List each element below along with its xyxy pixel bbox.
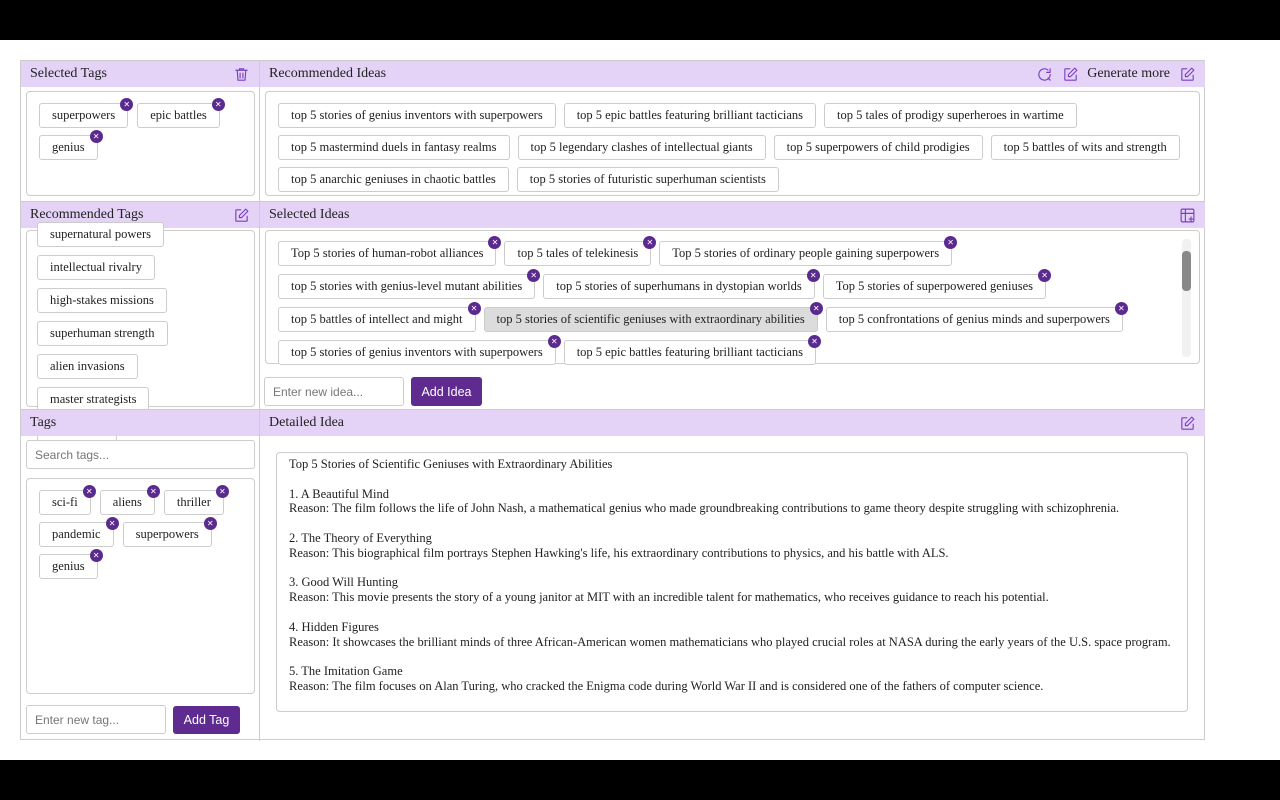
detailed-idea-edit-icon[interactable] — [1178, 414, 1196, 432]
detail-line: Reason: It showcases the brilliant minds of three African-American women mathematicians who played crucial roles at NASA during the early years of the U.S. space program. — [289, 634, 1171, 649]
paragraph-gap — [289, 649, 1175, 664]
detailed-idea-header — [260, 410, 1205, 436]
selected-tags-list — [27, 92, 254, 171]
new-tag-input[interactable]: Enter new tag... — [26, 705, 166, 734]
recommended-idea-chip-label: top 5 epic battles featuring brilliant tacticians — [576, 108, 804, 122]
selected-tags-title: Selected Tags — [30, 66, 107, 81]
paragraph-gap — [289, 561, 1175, 576]
remove-icon[interactable]: ✕ — [488, 236, 501, 249]
remove-icon[interactable]: ✕ — [810, 302, 823, 315]
recommended-idea-chip[interactable] — [824, 103, 1077, 128]
remove-icon[interactable]: ✕ — [643, 236, 656, 249]
detail-line: 1. A Beautiful Mind — [289, 486, 389, 501]
selected-idea-chip[interactable] — [484, 304, 820, 332]
recommended-tags-box[interactable] — [26, 227, 255, 407]
search-tags-input[interactable]: Search tags... — [26, 440, 255, 469]
recommended-tag-chip[interactable] — [37, 354, 138, 379]
tag-chip-label: superpowers — [135, 527, 199, 541]
recommended-tags-edit-icon[interactable] — [232, 206, 250, 224]
detail-line: Reason: This movie presents the story of a young janitor at MIT with an incredible talent for mathematics, who receives guidance to reach his potential. — [289, 590, 1049, 605]
remove-icon[interactable]: ✕ — [944, 236, 957, 249]
selected-ideas-header — [260, 202, 1205, 228]
recommended-ideas-list — [266, 92, 1199, 203]
tag-chip-label: genius — [52, 559, 85, 573]
tag-chip-label: thriller — [176, 495, 211, 509]
selected-idea-chip[interactable] — [504, 238, 654, 266]
detailed-idea-title: Detailed Idea — [269, 415, 345, 430]
selected-idea-chip[interactable] — [564, 337, 818, 365]
new-idea-input[interactable]: Enter new idea... — [264, 377, 404, 406]
trash-icon[interactable] — [232, 65, 250, 83]
selected-idea-chip-label: top 5 stories of genius inventors with superpowers — [291, 345, 543, 359]
selected-ideas-box — [265, 230, 1200, 364]
selected-idea-chip[interactable] — [543, 271, 817, 299]
recommended-ideas-header — [260, 61, 1205, 87]
selected-idea-chip-label: top 5 tales of telekinesis — [517, 246, 639, 260]
selected-idea-chip-label: Top 5 stories of superpowered geniuses — [835, 279, 1034, 293]
selected-idea-chip-label: top 5 stories of superhumans in dystopian worlds — [556, 279, 802, 293]
generate-more-button[interactable]: Generate more — [1087, 66, 1170, 81]
tag-chip-label: aliens — [112, 495, 142, 509]
tags-box — [26, 478, 255, 694]
selected-idea-chip-label: top 5 confrontations of genius minds and superpowers — [838, 312, 1110, 326]
selected-idea-chip-label: top 5 stories of scientific geniuses with extraordinary abilities — [496, 312, 805, 326]
tags-panel — [21, 409, 259, 741]
selected-idea-chip[interactable] — [278, 304, 478, 332]
remove-icon[interactable]: ✕ — [147, 485, 160, 498]
selected-idea-chip-label: top 5 battles of intellect and might — [291, 312, 463, 326]
recommended-idea-chip-label: top 5 anarchic geniuses in chaotic battles — [291, 172, 496, 186]
selected-idea-chip[interactable] — [659, 238, 954, 266]
add-tag-button[interactable]: Add Tag — [173, 706, 240, 734]
recommended-tags-title: Recommended Tags — [30, 207, 144, 222]
detailed-idea-panel — [259, 409, 1205, 741]
remove-icon[interactable]: ✕ — [216, 485, 229, 498]
remove-icon[interactable]: ✕ — [807, 269, 820, 282]
remove-icon[interactable]: ✕ — [212, 98, 225, 111]
recommended-tags-panel — [21, 201, 259, 409]
selected-idea-chip[interactable] — [278, 337, 558, 365]
recommended-idea-chip[interactable] — [278, 167, 509, 192]
selected-idea-chip-label: Top 5 stories of ordinary people gaining superpowers — [672, 246, 940, 260]
selected-idea-chip[interactable] — [278, 238, 499, 266]
detail-line: Reason: The film follows the life of John Nash, a mathematical genius who made groundbreaking contributions to game theory despite struggling with schizophrenia. — [289, 501, 1120, 516]
selected-tag-chip[interactable] — [39, 100, 131, 128]
recommended-idea-chip-label: top 5 superpowers of child prodigies — [786, 140, 970, 154]
remove-icon[interactable]: ✕ — [1115, 302, 1128, 315]
recommended-idea-chip-label: top 5 battles of wits and strength — [1003, 140, 1167, 154]
recommended-tag-chip[interactable] — [37, 222, 164, 247]
app-frame — [20, 60, 1205, 740]
remove-icon[interactable]: ✕ — [527, 269, 540, 282]
selected-idea-chip-label: Top 5 stories of human-robot alliances — [291, 246, 484, 260]
remove-icon[interactable]: ✕ — [1038, 269, 1051, 282]
paragraph-gap — [289, 516, 1175, 531]
remove-icon[interactable]: ✕ — [83, 485, 96, 498]
selected-tag-chip-label: superpowers — [52, 108, 116, 122]
scrollbar-thumb[interactable] — [1182, 251, 1191, 291]
detailed-idea-textarea[interactable] — [276, 452, 1188, 712]
detail-line: 3. Good Will Hunting — [289, 575, 398, 590]
recommended-tag-chip-label: alien invasions — [50, 359, 125, 373]
recommended-ideas-title: Recommended Ideas — [269, 66, 387, 81]
detail-line: Reason: This biographical film portrays Stephen Hawking's life, his extraordinary contributions to physics, and his battle with ALS. — [289, 545, 949, 560]
selected-ideas-title: Selected Ideas — [269, 207, 350, 222]
tag-chip[interactable] — [39, 487, 93, 515]
tags-header — [21, 410, 259, 436]
remove-icon[interactable]: ✕ — [468, 302, 481, 315]
selected-idea-chip[interactable] — [278, 271, 538, 299]
page — [0, 40, 1280, 760]
selected-tags-header — [21, 61, 259, 87]
tag-chip[interactable] — [39, 519, 116, 547]
recommended-idea-chip[interactable] — [564, 103, 816, 128]
detail-line: 5. The Imitation Game — [289, 664, 403, 679]
generate-more-edit-icon[interactable] — [1178, 65, 1196, 83]
recommended-tag-chip-label: superhuman strength — [50, 326, 155, 340]
remove-icon[interactable]: ✕ — [808, 335, 821, 348]
recommended-idea-chip-label: top 5 tales of prodigy superheroes in wartime — [837, 108, 1064, 122]
add-idea-button[interactable]: Add Idea — [411, 377, 482, 406]
selected-tags-box — [26, 91, 255, 196]
recommended-tag-chip-label: intellectual rivalry — [50, 260, 142, 274]
paragraph-gap — [289, 472, 1175, 487]
detailed-idea-text — [277, 453, 1187, 698]
remove-icon[interactable]: ✕ — [204, 517, 217, 530]
tag-chip-label: pandemic — [52, 527, 101, 541]
selected-tag-chip[interactable] — [137, 100, 222, 128]
selected-idea-chip[interactable] — [826, 304, 1125, 332]
selected-tag-chip-label: epic battles — [150, 108, 207, 122]
selected-tag-chip[interactable] — [39, 132, 100, 160]
recommended-idea-chip[interactable] — [991, 135, 1180, 160]
recommended-tag-chip-label: high-stakes missions — [50, 293, 154, 307]
detail-line: 2. The Theory of Everything — [289, 530, 432, 545]
selected-ideas-panel — [259, 201, 1205, 409]
tag-chip-label: sci-fi — [52, 495, 78, 509]
recommended-idea-chip[interactable] — [518, 135, 766, 160]
tags-title: Tags — [30, 415, 57, 430]
recommended-tag-chip[interactable] — [37, 288, 167, 313]
selected-idea-chip[interactable] — [823, 271, 1048, 299]
recommended-idea-chip-label: top 5 legendary clashes of intellectual giants — [530, 140, 753, 154]
recommended-ideas-box — [265, 91, 1200, 196]
selected-ideas-scrollbar[interactable] — [1182, 239, 1191, 357]
tag-chip[interactable] — [164, 487, 226, 515]
recommended-tag-chip-label: supernatural powers — [50, 227, 152, 241]
selected-idea-chip-label: top 5 epic battles featuring brilliant tacticians — [576, 345, 804, 359]
remove-icon[interactable]: ✕ — [548, 335, 561, 348]
remove-icon[interactable]: ✕ — [90, 130, 103, 143]
remove-icon[interactable]: ✕ — [90, 549, 103, 562]
recommended-tag-chip[interactable] — [37, 321, 168, 346]
selected-idea-chip-label: top 5 stories with genius-level mutant abilities — [291, 279, 523, 293]
tag-chip[interactable] — [123, 519, 214, 547]
recommended-tag-chip[interactable] — [37, 255, 155, 280]
selected-tag-chip-label: genius — [52, 140, 85, 154]
tags-list — [27, 479, 254, 590]
selected-ideas-list — [266, 231, 1176, 375]
recommended-idea-chip-label: top 5 stories of genius inventors with superpowers — [291, 108, 543, 122]
recommended-ideas-panel — [259, 61, 1205, 201]
detail-line: 4. Hidden Figures — [289, 619, 379, 634]
detail-line: Top 5 Stories of Scientific Geniuses with Extraordinary Abilities — [289, 457, 613, 471]
recommended-tag-chip-label: master strategists — [50, 392, 137, 406]
recommended-idea-chip[interactable] — [278, 135, 510, 160]
selected-tags-panel — [21, 61, 259, 201]
tag-chip[interactable] — [100, 487, 157, 515]
refresh-icon[interactable] — [1035, 65, 1053, 83]
recommended-idea-chip-label: top 5 stories of futuristic superhuman scientists — [529, 172, 766, 186]
recommended-idea-chip-label: top 5 mastermind duels in fantasy realms — [291, 140, 497, 154]
recommended-idea-chip[interactable] — [774, 135, 983, 160]
remove-icon[interactable]: ✕ — [120, 98, 133, 111]
recommended-idea-chip[interactable] — [278, 103, 556, 128]
edit-icon[interactable] — [1061, 65, 1079, 83]
paragraph-gap — [289, 605, 1175, 620]
table-add-icon[interactable] — [1178, 206, 1196, 224]
recommended-idea-chip[interactable] — [517, 167, 779, 192]
detail-line: Reason: The film focuses on Alan Turing, who cracked the Enigma code during World War II and is considered one of the fathers of computer science. — [289, 678, 1044, 693]
tag-chip[interactable] — [39, 551, 100, 579]
remove-icon[interactable]: ✕ — [106, 517, 119, 530]
